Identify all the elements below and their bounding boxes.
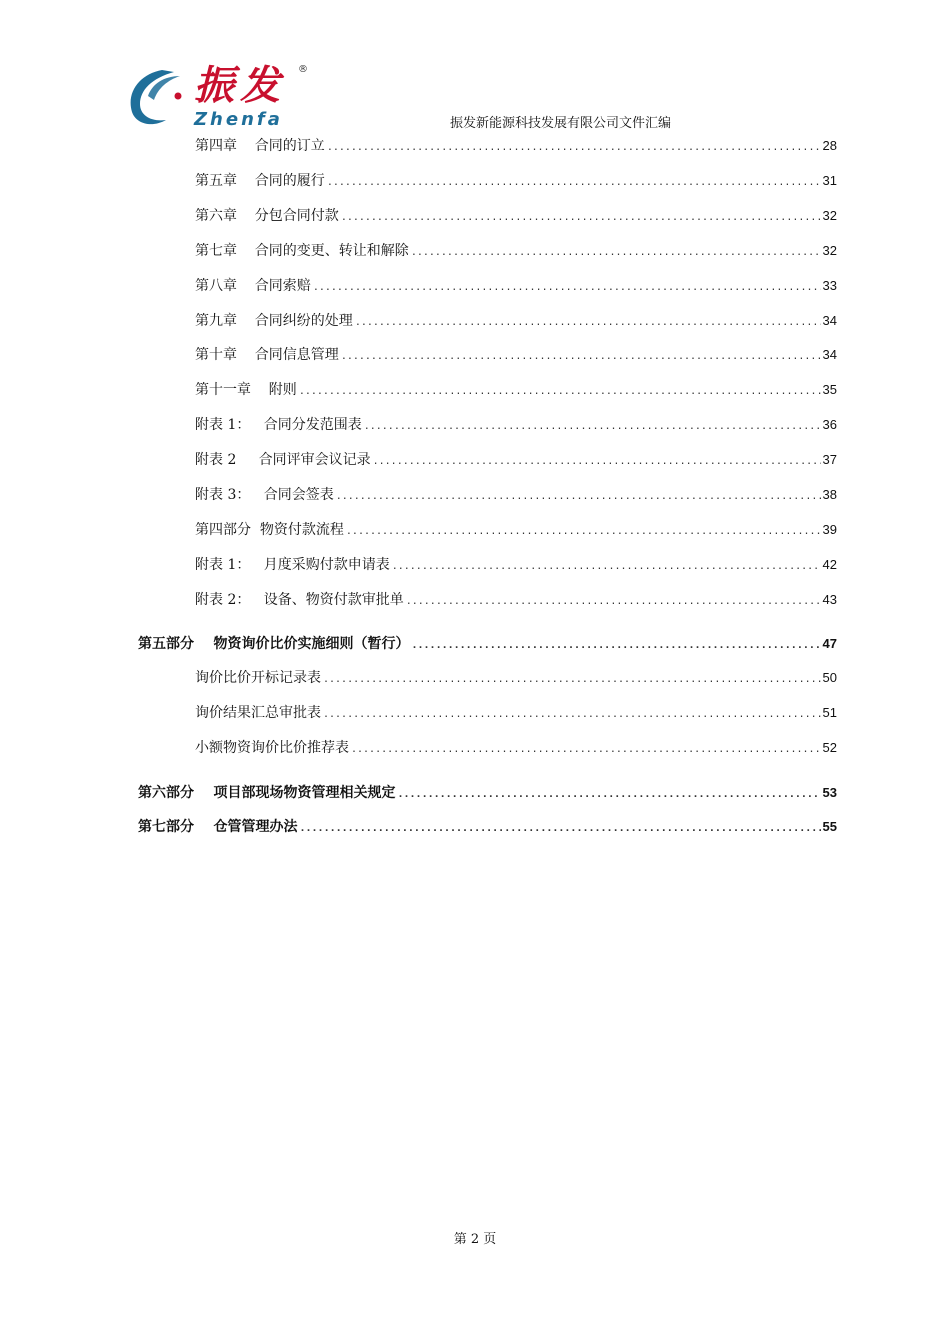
logo-chinese-text: 振发: [194, 62, 286, 109]
toc-dot-leader: [411, 245, 821, 261]
toc-dot-leader: [313, 280, 821, 296]
toc-entry[interactable]: [138, 817, 837, 837]
toc-entry-label: 附表 2： 设备、物资付款审批单: [195, 592, 404, 608]
toc-dot-leader: [323, 672, 821, 688]
toc-entry-label: 第七部分 仓管管理办法: [138, 819, 298, 835]
toc-entry[interactable]: [195, 276, 837, 296]
toc-entry[interactable]: [195, 380, 837, 400]
toc-dot-leader: [327, 140, 821, 156]
toc-entry-label: 第六章 分包合同付款: [195, 208, 339, 224]
document-header-title: 振发新能源科技发展有限公司文件汇编: [450, 116, 672, 131]
toc-entry-page-number: 34: [822, 313, 837, 328]
toc-entry[interactable]: [195, 171, 837, 191]
toc-entry[interactable]: [138, 634, 837, 654]
toc-entry-page-number: 53: [822, 785, 837, 800]
toc-entry-label: 第六部分 项目部现场物资管理相关规定: [138, 785, 396, 801]
toc-entry[interactable]: [195, 520, 837, 540]
toc-dot-leader: [341, 349, 821, 365]
toc-entry-label: 第十章 合同信息管理: [195, 347, 339, 363]
toc-entry[interactable]: [195, 668, 837, 688]
toc-entry[interactable]: [138, 783, 837, 803]
toc-dot-leader: [412, 638, 821, 654]
toc-dot-leader: [300, 821, 821, 837]
toc-entry[interactable]: [195, 136, 837, 156]
toc-dot-leader: [351, 742, 821, 758]
toc-entry[interactable]: [195, 485, 837, 505]
toc-entry[interactable]: [195, 555, 837, 575]
toc-entry-label: 附表 1： 月度采购付款申请表: [195, 557, 390, 573]
toc-entry-label: 第九章 合同纠纷的处理: [195, 313, 353, 329]
toc-entry-page-number: 38: [822, 487, 837, 502]
toc-entry-label: 第十一章 附则: [195, 382, 297, 398]
toc-entry-page-number: 33: [822, 278, 837, 293]
toc-entry-page-number: 35: [822, 382, 837, 397]
toc-entry-label: 询价结果汇总审批表: [195, 705, 321, 721]
toc-entry-label: 小额物资询价比价推荐表: [195, 740, 349, 756]
toc-entry-label: 第四部分 物资付款流程: [195, 522, 344, 538]
toc-entry[interactable]: [195, 415, 837, 435]
toc-entry[interactable]: [195, 450, 837, 470]
toc-entry[interactable]: [195, 345, 837, 365]
toc-dot-leader: [373, 454, 821, 470]
toc-entry-label: 第五部分 物资询价比价实施细则（暂行）: [138, 636, 410, 652]
toc-entry-page-number: 31: [822, 173, 837, 188]
toc-entry-label: 第五章 合同的履行: [195, 173, 325, 189]
toc-dot-leader: [364, 419, 821, 435]
toc-entry-page-number: 42: [822, 557, 837, 572]
registered-mark: ®: [298, 64, 308, 75]
toc-dot-leader: [327, 175, 821, 191]
toc-entry[interactable]: [195, 241, 837, 261]
toc-entry[interactable]: [195, 590, 837, 610]
toc-entry-page-number: 34: [822, 347, 837, 362]
toc-entry-page-number: 32: [822, 208, 837, 223]
logo-english-text: Zhenfa: [194, 109, 283, 130]
toc-dot-leader: [392, 559, 821, 575]
toc-dot-leader: [299, 384, 821, 400]
company-logo: [122, 62, 312, 132]
toc-entry-page-number: 36: [822, 417, 837, 432]
page-number: 第 2 页: [453, 1232, 497, 1247]
toc-entry-page-number: 55: [822, 819, 837, 834]
toc-entry-label: 第四章 合同的订立: [195, 138, 325, 154]
toc-entry-page-number: 28: [822, 138, 837, 153]
toc-entry-page-number: 52: [822, 740, 837, 755]
toc-dot-leader: [341, 210, 821, 226]
toc-entry[interactable]: [195, 311, 837, 331]
logo-swirl-icon: [122, 66, 192, 130]
toc-entry[interactable]: [195, 738, 837, 758]
toc-dot-leader: [406, 594, 821, 610]
toc-entry-label: 询价比价开标记录表: [195, 670, 321, 686]
toc-dot-leader: [336, 489, 821, 505]
toc-dot-leader: [323, 707, 821, 723]
toc-entry-page-number: 47: [822, 636, 837, 651]
toc-entry-page-number: 50: [822, 670, 837, 685]
toc-dot-leader: [346, 524, 821, 540]
toc-entry-label: 第七章 合同的变更、转让和解除: [195, 243, 409, 259]
toc-entry-label: 第八章 合同索赔: [195, 278, 311, 294]
toc-entry[interactable]: [195, 206, 837, 226]
toc-entry-page-number: 32: [822, 243, 837, 258]
toc-entry-page-number: 37: [822, 452, 837, 467]
toc-entry[interactable]: [195, 703, 837, 723]
toc-entry-label: 附表 1： 合同分发范围表: [195, 417, 362, 433]
toc-entry-page-number: 51: [822, 705, 837, 720]
toc-entry-label: 附表 3： 合同会签表: [195, 487, 334, 503]
toc-entry-page-number: 39: [822, 522, 837, 537]
toc-dot-leader: [398, 787, 821, 803]
toc-entry-page-number: 43: [822, 592, 837, 607]
toc-dot-leader: [355, 315, 821, 331]
toc-entry-label: 附表 2 合同评审会议记录: [195, 452, 371, 468]
